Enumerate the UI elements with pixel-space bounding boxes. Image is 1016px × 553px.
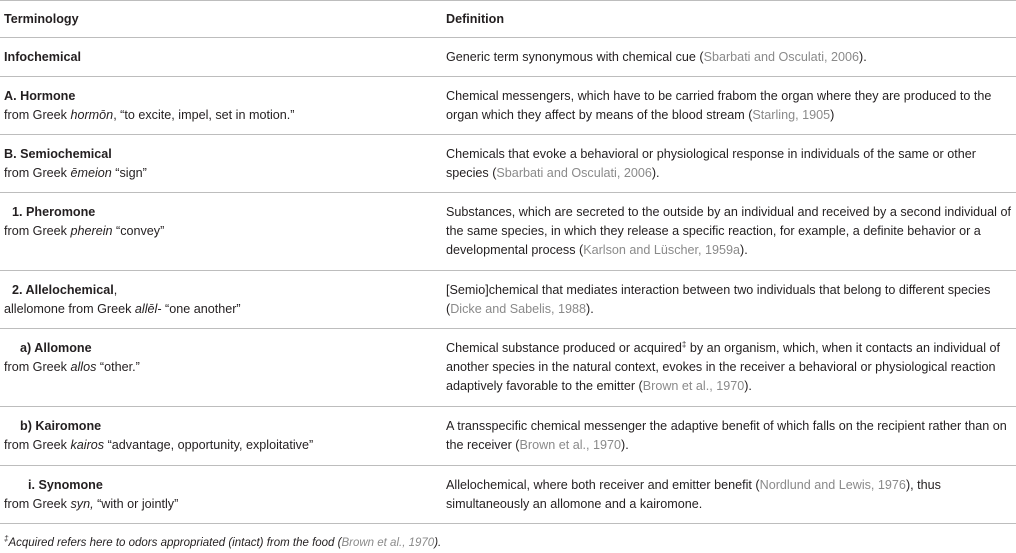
definition-text: Chemicals that evoke a behavioral or physiological response in individuals of the same or other species ( <box>446 147 976 180</box>
term-cell <box>0 466 446 523</box>
term-etymology: from Greek ēmeion “sign” <box>4 166 147 180</box>
table-row <box>0 38 1016 77</box>
term-name: b) Kairomone <box>20 419 102 433</box>
citation-link[interactable]: Starling, 1905 <box>752 108 831 122</box>
table-row <box>0 135 1016 193</box>
term-etymology: from Greek syn, “with or jointly” <box>4 497 179 511</box>
term-name: B. Semiochemical <box>4 147 112 161</box>
definition-cell <box>446 38 1016 76</box>
definition-cell <box>446 193 1016 270</box>
term-name: a) Allomone <box>20 341 92 355</box>
definition-text: Generic term synonymous with chemical cue ( <box>446 50 704 64</box>
table-row <box>0 77 1016 135</box>
term-cell <box>0 135 446 192</box>
citation-link[interactable]: Dicke and Sabelis, 1988 <box>450 302 587 316</box>
header-terminology: Terminology <box>4 11 79 26</box>
definition-cell <box>446 329 1016 406</box>
term-etymology: allelomone from Greek allēl- “one another” <box>4 302 241 316</box>
definition-text: Chemical substance produced or acquired <box>446 341 682 355</box>
footnote-mark: ‡ <box>4 534 9 544</box>
definition-tail: ). <box>651 166 660 180</box>
definition-cell <box>446 135 1016 192</box>
definition-tail: ). <box>621 438 629 452</box>
term-cell <box>0 271 446 328</box>
definition-text: Substances, which are secreted to the outside by an individual and received by a second individual of the same species, in which they release a specific reaction, for example, a definite behavior or a developmental process ( <box>446 205 1011 257</box>
definition-tail: ). <box>740 243 748 257</box>
term-name: A. Hormone <box>4 89 76 103</box>
definition-text-cont: by an organism, which, when it contacts an individual of another species in the natural context, evokes in the receiver a behavioral or physiological reaction adaptively favorable to the emitter ( <box>446 341 1000 393</box>
term-name-wrap: 2. Allelochemical, <box>12 283 118 297</box>
term-etymology: from Greek pherein “convey” <box>4 224 165 238</box>
term-cell <box>0 77 446 134</box>
definition-cell <box>446 77 1016 134</box>
table-row <box>0 407 1016 466</box>
table-row <box>0 466 1016 524</box>
definition-tail: ), thus simultaneously an allomone and a kairomone. <box>446 478 941 511</box>
table-row <box>0 193 1016 271</box>
definition-tail: ). <box>586 302 594 316</box>
term-cell <box>0 329 446 406</box>
definition-cell <box>446 466 1016 523</box>
footnote-tail: ). <box>434 537 442 549</box>
definition-tail: ) <box>830 108 835 122</box>
table-header-row <box>0 0 1016 38</box>
term-name: 2. Allelochemical <box>12 283 114 297</box>
citation-link[interactable]: Sbarbati and Osculati, 2006 <box>703 50 860 64</box>
definition-text: A transspecific chemical messenger the adaptive benefit of which falls on the recipient rather than on the receiver ( <box>446 419 1007 452</box>
footnote-marker: ‡ <box>681 339 687 349</box>
definition-tail: ). <box>859 50 867 64</box>
table-row <box>0 271 1016 329</box>
footnote-citation-link[interactable]: Brown et al., 1970 <box>341 537 435 549</box>
definition-tail: ). <box>744 379 752 393</box>
term-name: i. Synomone <box>28 478 103 492</box>
table-row <box>0 329 1016 407</box>
term-etymology: from Greek kairos “advantage, opportunity, exploitative” <box>4 438 314 452</box>
definition-cell <box>446 407 1016 465</box>
citation-link[interactable]: Karlson and Lüscher, 1959a <box>583 243 741 257</box>
term-etymology: from Greek hormōn, “to excite, impel, set in motion.” <box>4 108 295 122</box>
citation-link[interactable]: Sbarbati and Osculati, 2006 <box>496 166 652 180</box>
term-etymology: from Greek allos “other.” <box>4 360 140 374</box>
citation-link[interactable]: Brown et al., 1970 <box>519 438 622 452</box>
term-cell <box>0 193 446 270</box>
header-definition: Definition <box>446 11 505 26</box>
definition-cell <box>446 271 1016 328</box>
table-footnote <box>0 524 1016 553</box>
definition-text: Chemical messengers, which have to be carried frabom the organ where they are produced to the organ which they affect by means of the blood stream ( <box>446 89 992 122</box>
citation-link[interactable]: Nordlund and Lewis, 1976 <box>759 478 906 492</box>
term-name: 1. Pheromone <box>12 205 96 219</box>
term-name: Infochemical <box>4 50 81 64</box>
definition-text: [Semio]chemical that mediates interaction between two individuals that belong to different species ( <box>446 283 991 316</box>
definition-text: Allelochemical, where both receiver and emitter benefit ( <box>446 478 760 492</box>
term-cell <box>0 38 446 76</box>
citation-link[interactable]: Brown et al., 1970 <box>642 379 745 393</box>
footnote-text: Acquired refers here to odors appropriated (intact) from the food ( <box>8 537 342 549</box>
term-cell <box>0 407 446 465</box>
